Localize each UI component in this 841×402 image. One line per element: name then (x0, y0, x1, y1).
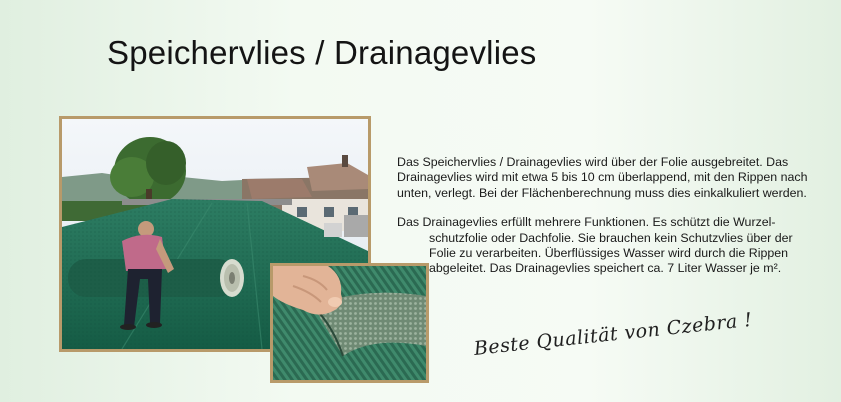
functions-line-4: abgeleitet. Das Drainagevlies speichert ca. 7 Liter Wasser je m². (429, 261, 782, 276)
page-title: Speichervlies / Drainagevlies (107, 34, 537, 71)
brand-slogan: Beste Qualität von Czebra ! (472, 308, 754, 360)
functions-line-3: Folie zu verarbeiten. Überflüssiges Wasser wird durch die Rippen (429, 246, 789, 261)
fleece-detail-photo (270, 263, 429, 383)
paragraph-installation: Das Speichervlies / Drainagevlies wird über der Folie ausgebreitet. Das Drainagevlies wird mit etwa 5 bis 10 cm überlappend, mit den Rippen nach unten, verlegt. Bei der Flächenberechnung muss dies einkalkuliert werden. (397, 155, 808, 200)
functions-line-1: Das Drainagevlies erfüllt mehrere Funktionen. Es schützt die Wurzel- (397, 215, 776, 230)
paragraph-functions (397, 215, 817, 277)
description-text (397, 155, 817, 277)
functions-line-2: schutzfolie oder Dachfolie. Sie brauchen kein Schutzvlies über der (429, 230, 793, 245)
